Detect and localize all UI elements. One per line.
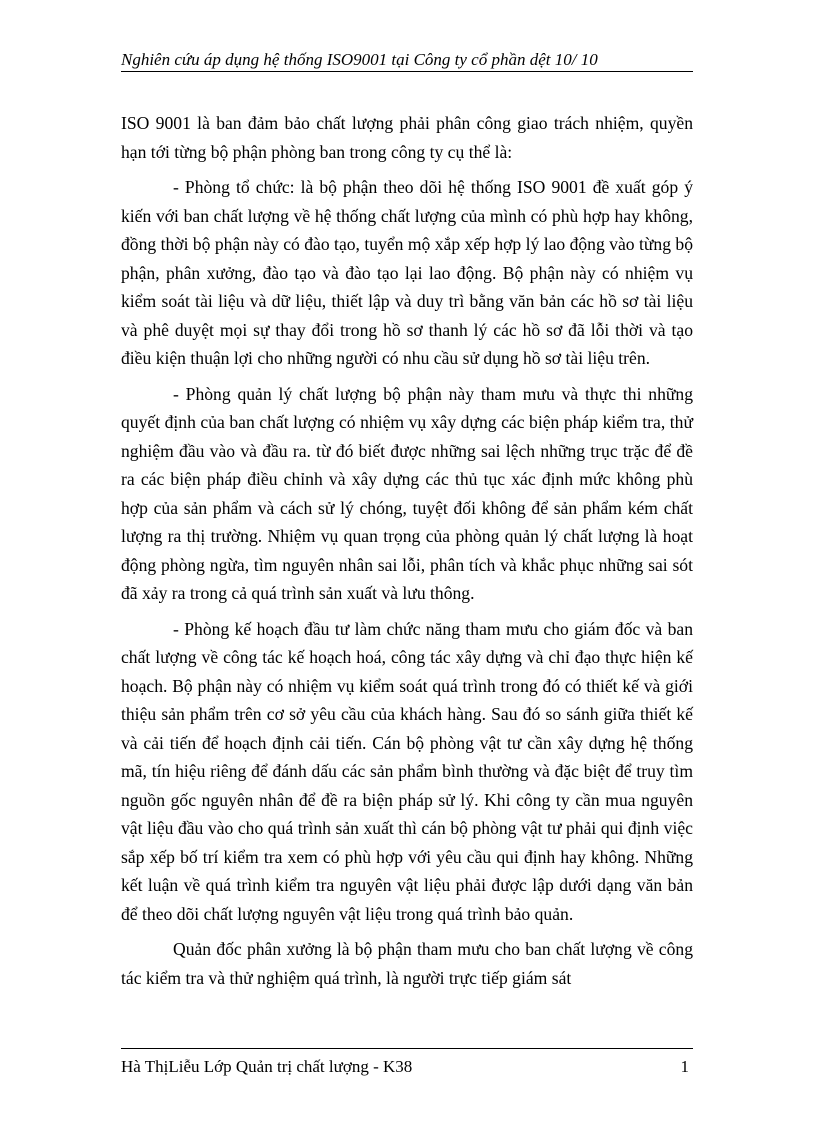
page-number: 1	[680, 1057, 689, 1076]
paragraph-intro: ISO 9001 là ban đảm bảo chất lượng phải phân công giao trách nhiệm, quyền hạn tới từng bộ phận phòng ban trong công ty cụ thể là:	[121, 113, 693, 162]
paragraph-phong-quan-ly-chat-luong: - Phòng quản lý chất lượng bộ phận này tham mưu và thực thi những quyết định của ban chất lượng có nhiệm vụ xây dựng các biện pháp kiểm tra, thử nghiệm đầu vào và đầu ra. từ đó biết được những sai lệch những trục trặc để đề ra các biện pháp điều chỉnh và xây dựng các thủ tục xác định mức không phù hợp của sản phẩm và cách sử lý chóng, tuyệt đối không để sản phẩm kém chất lượng ra thị trường. Nhiệm vụ quan trọng của phòng quản lý chất lượng là hoạt động phòng ngừa, tìm nguyên nhân sai lỗi, phân tích và khắc phục những sai sót đã xảy ra trong cả quá trình sản xuất và lưu thông.	[121, 383, 693, 603]
paragraph-phong-to-chuc: - Phòng tổ chức: là bộ phận theo dõi hệ thống ISO 9001 đề xuất góp ý kiến với ban chất lượng về hệ thống chất lượng của mình có phù hợp hay không, đồng thời bộ phận này có đào tạo, tuyển mộ xắp xếp hợp lý lao động vào từng bộ phận, phân xưởng, đào tạo và đào tạo lại lao động. Bộ phận này có nhiệm vụ kiểm soát tài liệu và dữ liệu, thiết lập và duy trì bằng văn bản các hồ sơ tài liệu và phê duyệt mọi sự thay đổi trong hồ sơ thanh lý các hồ sơ đã lỗi thời và tạo điều kiện thuận lợi cho những người có nhu cầu sử dụng hồ sơ tài liệu trên.	[121, 177, 693, 368]
footer-divider	[121, 1048, 693, 1049]
page-header	[121, 50, 693, 72]
paragraph-quan-doc-phan-xuong: Quản đốc phân xưởng là bộ phận tham mưu cho ban chất lượng về công tác kiểm tra và thử nghiệm quá trình, là người trực tiếp giám sát	[121, 939, 693, 988]
header-title: Nghiên cứu áp dụng hệ thống ISO9001 tại Công ty cổ phần dệt 10/ 10	[121, 50, 598, 69]
document-body	[121, 109, 693, 999]
paragraph-phong-ke-hoach-dau-tu: - Phòng kế hoạch đầu tư làm chức năng tham mưu cho giám đốc và ban chất lượng về công tác kế hoạch hoá, công tác xây dựng và chỉ đạo thực hiện kế hoạch. Bộ phận này có nhiệm vụ kiểm soát quá trình trong đó có thiết kế và giới thiệu sản phẩm trên cơ sở yêu cầu của khách hàng. Sau đó so sánh giữa thiết kế và cải tiến để hoạch định cải tiến. Cán bộ phòng vật tư cần xây dựng hệ thống mã, tín hiệu riêng để đánh dấu các sản phẩm bình thường và đặc biệt để truy tìm nguồn gốc nguyên nhân để đề ra biện pháp sử lý. Khi công ty cần mua nguyên vật liệu đầu vào cho quá trình sản xuất thì cán bộ phòng vật tư phải qui định việc sắp xếp bố trí kiểm tra xem có phù hợp với yêu cầu qui định hay không. Những kết luận về quá trình kiểm tra nguyên vật liệu phải được lập dưới dạng văn bản để theo dõi chất lượng nguyên vật liệu trong quá trình bảo quản.	[121, 618, 693, 924]
footer-author: Hà ThịLiễu Lớp Quản trị chất lượng - K38	[121, 1057, 413, 1076]
